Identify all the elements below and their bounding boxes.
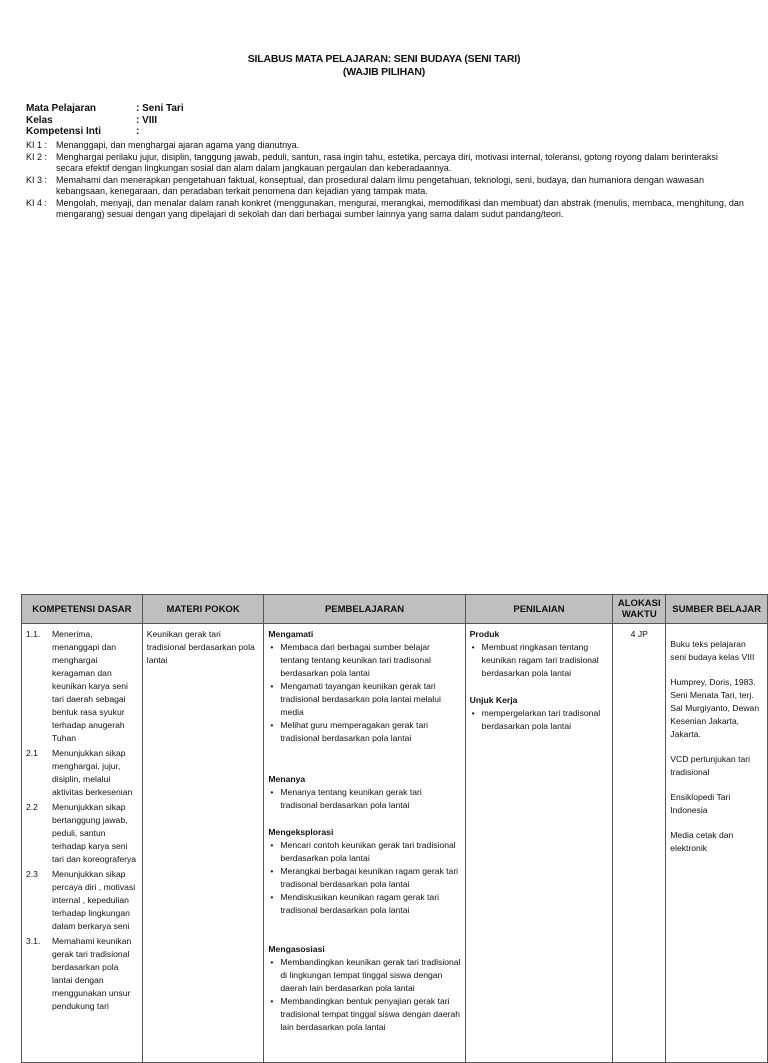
alokasi-waktu-cell: 4 JP [613, 624, 666, 1063]
header-pembelajaran: PEMBELAJARAN [264, 595, 465, 624]
kd-item: 1.1. Menerima, menanggapi dan menghargai keragaman dan keunikan karya seni tari daerah sebagai bentuk rasa syukur terhadap anugerah Tuhan [26, 629, 128, 743]
section-mengeksplorasi: Mengeksplorasi [268, 827, 334, 837]
header-penilaian: PENILAIAN [465, 595, 613, 624]
list-item: • mempergelarkan tari tradisonal berdasarkan pola lantai [470, 707, 609, 733]
list-item: • Merangkai berbagai keunikan ragam gerak tari tradisonal berdasarkan pola lantai [268, 865, 460, 891]
source-item: Humprey, Doris, 1983. Seni Menata Tari, terj. Sal Murgiyanto, Dewan Kesenian Jakarta, Jakarta. [670, 677, 760, 739]
kompetensi-inti-list [26, 140, 746, 221]
materi-pokok-cell: Keunikan gerak tari tradisional berdasarkan pola lantai [142, 624, 264, 1063]
kd-item: 2.2 Menunjukkan sikap bertanggung jawab, peduli, santun terhadap karya seni tari dan koreograferya [26, 802, 137, 864]
list-item: • Menanya tentang keunikan gerak tari tradisonal berdasarkan pola lantai [268, 786, 460, 812]
ki-item: KI 2 : Menghargai perilaku jujur, disiplin, tanggung jawab, peduli, santun, rasa ingin tahu, estetika, percaya diri, motivasi internal, toleransi, gotong royong dalam berinteraksi secara efektif dengan lingkungan sosial dan alam dalam jangkauan pergaulan dan keberadaannya. [26, 151, 718, 173]
kompetensi-inti-value: : [136, 126, 140, 137]
source-item: VCD pertunjukan tari tradisional [670, 754, 751, 777]
table-header-row [22, 595, 768, 624]
pembelajaran-cell [264, 624, 465, 1063]
kompetensi-inti-label: Kompetensi Inti [26, 126, 102, 137]
list-item: • Melihat guru memperagakan gerak tari tradisional berdasarkan pola lantai [268, 719, 460, 745]
kelas-value: : VIII [136, 114, 158, 126]
ki-item: KI 3 : Memahami dan menerapkan pengetahuan faktual, konseptual, dan prosedural dalam ilmu pengetahuan, teknologi, seni, budaya, dan humaniora dengan wawasan kebangsaan, kenegaraan, dan peradaban terkait penomena dan kejadian yang tampak mata. [26, 174, 704, 196]
ki-item: KI 1 : Menanggapi, dan menghargai ajaran agama yang dianutnya. [26, 140, 300, 150]
mengamati-list [268, 641, 460, 745]
menanya-list [268, 786, 460, 812]
ki-item: KI 4 : Mengolah, menyaji, dan menalar dalam ranah konkret (menggunakan, mengurai, merangkai, memodifikasi dan membuat) dan abstrak (menulis, membaca, menghitung, dan mengarang) sesuai dengan yang dipelajari di sekolah dan dari berbagai sumber lainnya yang sama dalam sudut pandang/teori. [26, 197, 744, 219]
mata-pelajaran-label: Mata Pelajaran [26, 103, 97, 114]
section-mengamati: Mengamati [268, 629, 314, 639]
list-item: • Membaca dari berbagai sumber belajar tentang tentang keunikan tari tradisonal berdasarkan pola lantai [268, 641, 460, 680]
list-item: • Mendiskusikan keunikan ragam gerak tari tradisonal berdasarkan pola lantai [268, 891, 460, 917]
kd-item: 2.3 Menunjukkan sikap percaya diri , motivasi internal , kepedulian terhadap lingkungan dalam berkarya seni [26, 869, 136, 931]
list-item: • Membandingkan bentuk penyajian gerak tari tradisional tempat tinggal siswa dengan daerah lain berdasarkan pola lantai [268, 995, 460, 1034]
kd-item: 2.1 Menunjukkan sikap menghargai, jujur, disiplin, melalui aktivitas berkesenian [26, 748, 133, 797]
header-sumber-belajar: SUMBER BELAJAR [666, 595, 768, 624]
header-kompetensi-dasar: KOMPETENSI DASAR [22, 595, 143, 624]
document-subtitle: (WAJIB PILIHAN) [342, 66, 426, 78]
list-item: • Mengamati tayangan keunikan gerak tari tradisional berdasarkan pola lantai melalui media [268, 680, 460, 719]
section-unjuk-kerja: Unjuk Kerja [469, 695, 518, 705]
mengasosiasi-list [268, 956, 460, 1034]
section-produk: Produk [469, 629, 500, 639]
list-item: • Mencari contoh keunikan gerak tari tradisional berdasarkan pola lantai [268, 839, 460, 865]
list-item: • Membandingkan keunikan gerak tari tradisional di lingkungan tempat tinggal siswa dengan daerah lain berdasarkan pola lantai [268, 956, 460, 995]
table-row [22, 624, 768, 1063]
kelas-label: Kelas [26, 114, 53, 126]
kompetensi-dasar-cell [22, 624, 143, 1063]
mengeksplorasi-list [268, 839, 460, 917]
syllabus-table [21, 594, 768, 1063]
source-item: Ensiklopedi Tari Indonesia [670, 792, 731, 815]
mata-pelajaran-value: : Seni Tari [136, 103, 184, 114]
section-menanya: Menanya [268, 774, 306, 784]
kd-item: 3.1. Memahami keunikan gerak tari tradisional berdasarkan pola lantai dengan menggunakan unsur pendukung tari [26, 936, 132, 1011]
meta-block [26, 103, 184, 138]
penilaian-cell [465, 624, 613, 1063]
source-item: Media cetak dan elektronik [670, 830, 734, 853]
section-mengasosiasi: Mengasosiasi [268, 944, 325, 954]
unjuk-kerja-list [470, 707, 609, 733]
header-alokasi-waktu: ALOKASI WAKTU [613, 595, 666, 624]
sumber-belajar-cell [666, 624, 768, 1063]
list-item: • Membuat ringkasan tentang keunikan ragam tari tradisional berdasarkan pola lantai [470, 641, 609, 680]
source-item: Buku teks pelajaran seni budaya kelas VIII [670, 639, 755, 662]
document-title: SILABUS MATA PELAJARAN: SENI BUDAYA (SENI TARI) [247, 53, 521, 65]
produk-list [470, 641, 609, 680]
header-materi-pokok: MATERI POKOK [142, 595, 264, 624]
